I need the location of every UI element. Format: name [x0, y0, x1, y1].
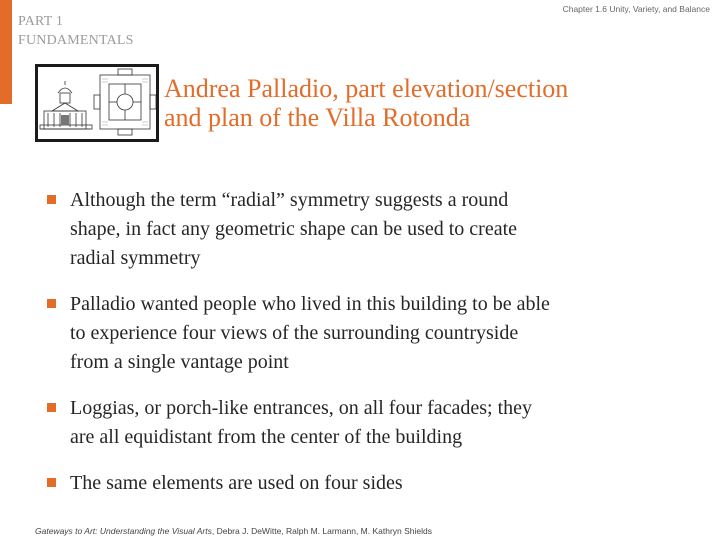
bullet-line: Palladio wanted people who lived in this building to be able — [70, 293, 550, 315]
bullet-text — [70, 186, 696, 273]
square-bullet-icon — [47, 403, 56, 412]
bullet-item — [46, 186, 696, 273]
footer-authors: , Debra J. DeWitte, Ralph M. Larmann, M. Kathryn Shields — [211, 526, 433, 536]
villa-rotonda-figure — [35, 64, 159, 142]
bullet-line: shape, in fact any geometric shape can be used to create — [70, 218, 518, 240]
bullet-line: Loggias, or porch-like entrances, on all four facades; they — [70, 397, 533, 419]
bullet-line: are all equidistant from the center of the building — [70, 426, 463, 448]
bullet-item — [46, 394, 696, 452]
slide-title-line: Andrea Palladio, part elevation/section — [164, 74, 569, 103]
bullet-line: to experience four views of the surrounding countryside — [70, 322, 519, 344]
bullet-text — [70, 469, 696, 498]
villa-rotonda-drawing-icon — [38, 67, 156, 139]
slide-title — [164, 74, 684, 132]
square-bullet-icon — [47, 299, 56, 308]
bullet-list — [46, 186, 696, 515]
bullet-item — [46, 290, 696, 377]
bullet-line: from a single vantage point — [70, 351, 289, 373]
footer-book-title: Gateways to Art: Understanding the Visual Arts — [35, 526, 212, 536]
chapter-heading: Chapter 1.6 Unity, Variety, and Balance — [562, 4, 710, 14]
bullet-line: Although the term “radial” symmetry suggests a round — [70, 189, 509, 211]
square-bullet-icon — [47, 195, 56, 204]
bullet-line: radial symmetry — [70, 247, 201, 269]
bullet-text — [70, 394, 696, 452]
part-number: PART 1 — [18, 14, 64, 29]
bullet-line: The same elements are used on four sides — [70, 472, 403, 494]
bullet-item — [46, 469, 696, 498]
square-bullet-icon — [47, 478, 56, 487]
part-title: FUNDAMENTALS — [18, 33, 134, 48]
slide-title-line: and plan of the Villa Rotonda — [164, 103, 471, 132]
part-label — [18, 12, 134, 50]
accent-bar — [0, 0, 12, 104]
bullet-text — [70, 290, 696, 377]
footer-citation — [35, 526, 432, 536]
